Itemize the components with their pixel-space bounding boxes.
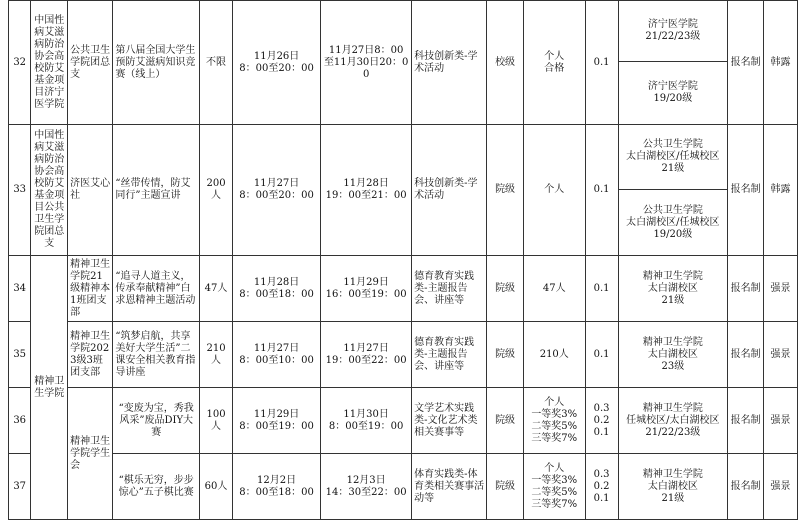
activity-cell: “丝带传情，防艾同行”主题宣讲 (113, 125, 200, 256)
contact-cell: 韩露 (764, 1, 798, 125)
category-cell: 体育实践类-体育类相关赛事活动等 (412, 454, 487, 520)
award-cell: 个人 合格 (523, 1, 585, 125)
row-number: 34 (9, 256, 31, 322)
table-row (9, 256, 798, 322)
category-cell: 科技创新类-学术活动 (412, 125, 487, 256)
award-cell: 210人 (523, 322, 585, 388)
limit-cell: 47人 (200, 256, 233, 322)
target-cell: 精神卫生学院 任城校区/太白湖校区 21/22/23级 (618, 388, 728, 454)
limit-cell: 100人 (200, 388, 233, 454)
level-cell: 院级 (487, 388, 524, 454)
row-number: 35 (9, 322, 31, 388)
target-cell: 精神卫生学院 太白湖校区 23级 (618, 322, 728, 388)
award-cell: 个人 一等奖3% 二等奖5% 三等奖7% (523, 454, 585, 520)
unit-cell: 公共卫生学院团总支 (68, 1, 113, 125)
target-cell: 精神卫生学院 太白湖校区 21级 (618, 256, 728, 322)
score-cell: 0.3 0.2 0.1 (585, 454, 618, 520)
category-cell: 德育教育实践类-主题报告会、讲座等 (412, 256, 487, 322)
project-cell: 中国性病艾滋病防治协会高校防艾基金项目公共卫生学院团总支 (31, 125, 68, 256)
signup-time-cell: 11月28日 8：00至18：00 (233, 256, 321, 322)
award-cell: 47人 (523, 256, 585, 322)
category-cell: 文学艺术实践类-文化艺术类相关赛事等 (412, 388, 487, 454)
target-cell: 公共卫生学院 太白湖校区/任城校区 19/20级 (618, 190, 728, 256)
signup-time-cell: 11月29日 8：00至19：00 (233, 388, 321, 454)
method-cell: 报名制 (728, 322, 764, 388)
signup-time-cell: 11月27日 8：00至20：00 (233, 125, 321, 256)
score-cell: 0.3 0.2 0.1 (585, 388, 618, 454)
table-row (9, 125, 798, 190)
target-cell: 精神卫生学院 太白湖校区 21级 (618, 454, 728, 520)
method-cell: 报名制 (728, 1, 764, 125)
score-cell: 0.1 (585, 322, 618, 388)
unit-cell: 精神卫生学院2023级3班团支部 (68, 322, 113, 388)
category-cell: 科技创新类-学术活动 (412, 1, 487, 125)
signup-time-cell: 12月2日 8：00至18：00 (233, 454, 321, 520)
row-number: 33 (9, 125, 31, 256)
signup-time-cell: 11月27日 8：00至10：00 (233, 322, 321, 388)
unit-cell: 精神卫生学院学生会 (68, 388, 113, 520)
level-cell: 校级 (487, 1, 524, 125)
level-cell: 院级 (487, 322, 524, 388)
table-row (9, 454, 798, 520)
signup-time-cell: 11月26日 8：00至20：00 (233, 1, 321, 125)
contact-cell: 强景 (764, 256, 798, 322)
activity-cell: 第八届全国大学生预防艾滋病知识竞赛（线上） (113, 1, 200, 125)
limit-cell: 60人 (200, 454, 233, 520)
project-cell: 精神卫生学院 (31, 256, 68, 520)
contact-cell: 强景 (764, 322, 798, 388)
score-cell: 0.1 (585, 1, 618, 125)
contact-cell: 强景 (764, 388, 798, 454)
unit-cell: 济医艾心社 (68, 125, 113, 256)
limit-cell: 200人 (200, 125, 233, 256)
activity-time-cell: 12月3日 14：30至22：00 (321, 454, 412, 520)
row-number: 37 (9, 454, 31, 520)
target-cell: 济宁医学院 21/22/23级 (618, 1, 728, 62)
activity-cell: “变废为宝，秀我风采”废品DIY大赛 (113, 388, 200, 454)
activity-time-cell: 11月27日 19：00至22：00 (321, 322, 412, 388)
activity-time-cell: 11月28日 19：00至21：00 (321, 125, 412, 256)
table-row (9, 388, 798, 454)
level-cell: 院级 (487, 256, 524, 322)
table-row (9, 1, 798, 62)
limit-cell: 210人 (200, 322, 233, 388)
score-cell: 0.1 (585, 125, 618, 256)
method-cell: 报名制 (728, 454, 764, 520)
activity-time-cell: 11月29日 16：00至19：00 (321, 256, 412, 322)
limit-cell: 不限 (200, 1, 233, 125)
category-cell: 德育教育实践类-主题报告会、讲座等 (412, 322, 487, 388)
method-cell: 报名制 (728, 125, 764, 256)
table-row (9, 322, 798, 388)
method-cell: 报名制 (728, 388, 764, 454)
unit-cell: 精神卫生学院21级精神本1班团支部 (68, 256, 113, 322)
contact-cell: 韩露 (764, 125, 798, 256)
activity-time-cell: 11月27日8：00 至11月30日20：00 (321, 1, 412, 125)
row-number: 32 (9, 1, 31, 125)
project-cell: 中国性病艾滋病防治协会高校防艾基金项目济宁医学院 (31, 1, 68, 125)
award-cell: 个人 (523, 125, 585, 256)
level-cell: 院级 (487, 125, 524, 256)
contact-cell: 强景 (764, 454, 798, 520)
score-cell: 0.1 (585, 256, 618, 322)
activity-time-cell: 11月30日 8：00至19：00 (321, 388, 412, 454)
method-cell: 报名制 (728, 256, 764, 322)
row-number: 36 (9, 388, 31, 454)
target-cell: 公共卫生学院 太白湖校区/任城校区 21级 (618, 125, 728, 190)
level-cell: 院级 (487, 454, 524, 520)
activity-cell: “棋乐无穷，步步惊心”五子棋比赛 (113, 454, 200, 520)
target-cell: 济宁医学院 19/20级 (618, 62, 728, 125)
activity-table (8, 0, 798, 520)
activity-cell: “追寻人道主义，传承奉献精神”白求恩精神主题活动 (113, 256, 200, 322)
award-cell: 个人 一等奖3% 二等奖5% 三等奖7% (523, 388, 585, 454)
activity-cell: “筑梦启航，共享美好大学生活”二课安全相关教育指导讲座 (113, 322, 200, 388)
